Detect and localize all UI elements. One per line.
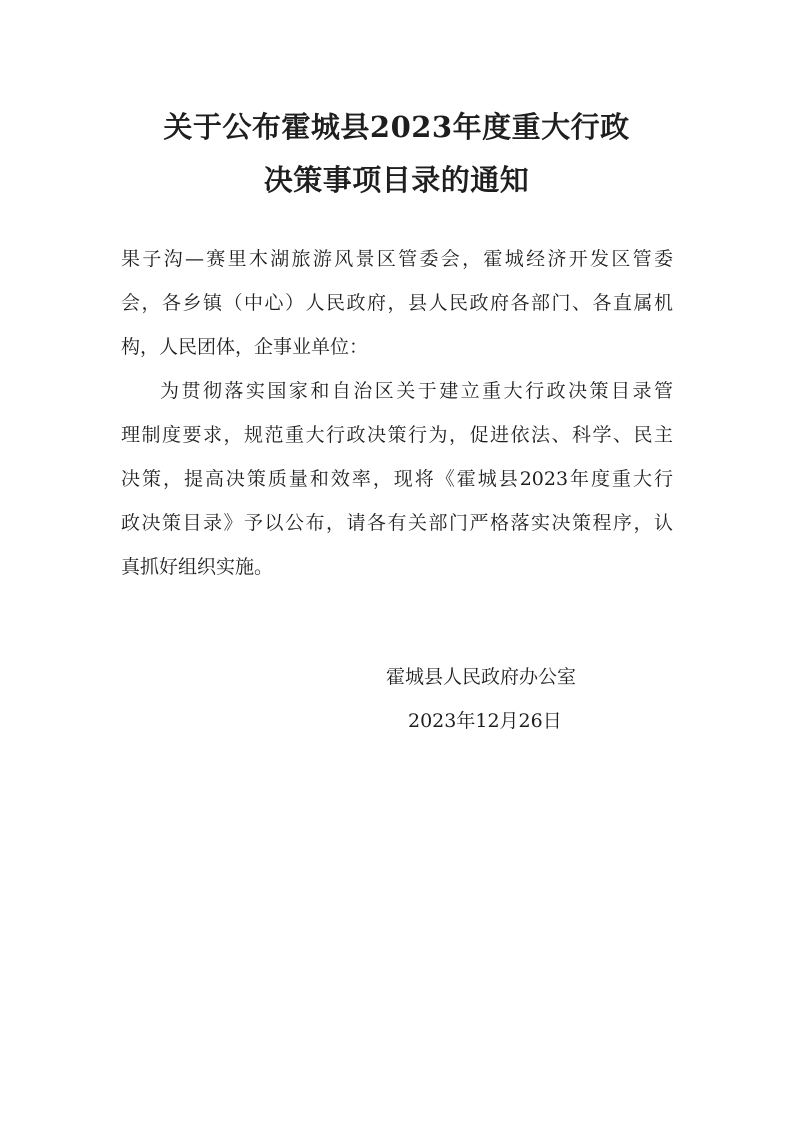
body-line-2: 理制度要求，规范重大行政决策行为，促进依法、科学、民主 bbox=[121, 424, 673, 446]
addressee-line-1: 果子沟—赛里木湖旅游风景区管委会，霍城经济开发区管委 bbox=[121, 248, 673, 270]
addressee-line-3: 构，人民团体，企事业单位： bbox=[121, 336, 369, 358]
document-title-line-2: 决策事项目录的通知 bbox=[263, 163, 530, 197]
addressee-line-2: 会，各乡镇（中心）人民政府，县人民政府各部门、各直属机 bbox=[121, 292, 673, 314]
body-line-5: 真抓好组织实施。 bbox=[121, 556, 274, 578]
body-line-3: 决策，提高决策质量和效率，现将《霍城县2023年度重大行 bbox=[121, 468, 673, 490]
document-title-line-1: 关于公布霍城县2023年度重大行政 bbox=[163, 110, 630, 144]
body-line-1: 为贯彻落实国家和自治区关于建立重大行政决策目录管 bbox=[160, 380, 673, 402]
issuer-signature: 霍城县人民政府办公室 bbox=[386, 666, 577, 688]
issue-date: 2023年12月26日 bbox=[408, 710, 562, 732]
body-line-4: 政决策目录》予以公布，请各有关部门严格落实决策程序，认 bbox=[121, 512, 673, 534]
